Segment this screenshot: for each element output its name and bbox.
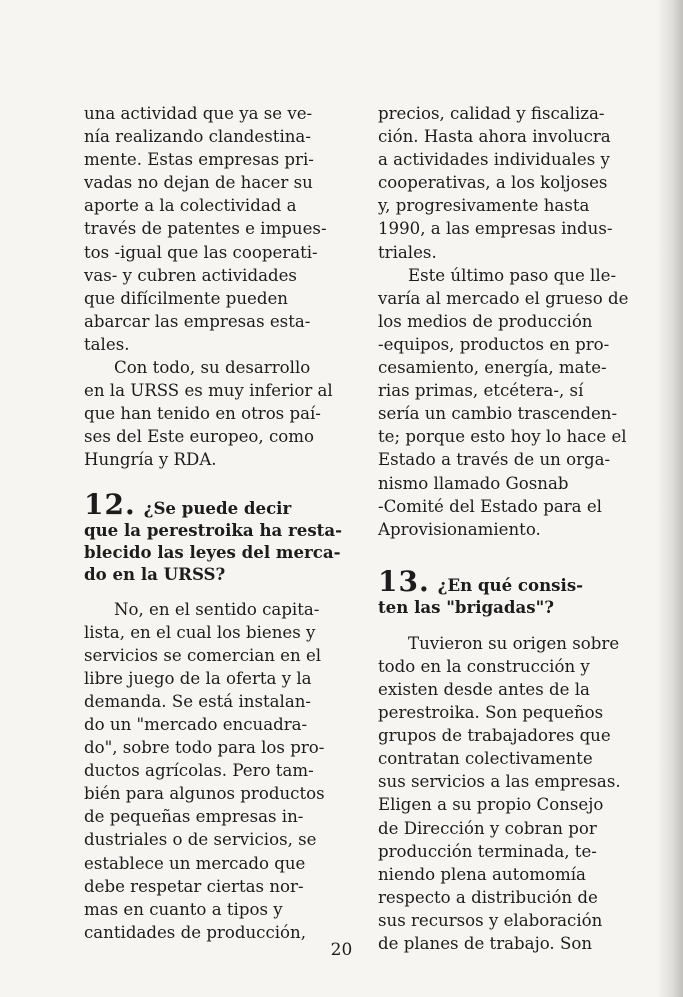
question-text-line: ten las "brigadas"? xyxy=(378,596,554,617)
text-line: contratan colectivamente xyxy=(378,749,593,769)
text-line: nismo llamado Gosnab xyxy=(378,473,569,493)
text-line: ductos agrícolas. Pero tam- xyxy=(84,761,314,781)
text-line: de pequeñas empresas in- xyxy=(84,807,304,827)
text-line: rias primas, etcétera-, sí xyxy=(378,381,584,401)
text-line: do", sobre todo para los pro- xyxy=(84,738,325,758)
text-line: 1990, a las empresas indus- xyxy=(378,219,613,239)
text-line: los medios de producción xyxy=(378,311,593,331)
text-line: grupos de trabajadores que xyxy=(378,726,611,746)
text-line: producción terminada, te- xyxy=(378,841,597,861)
text-line: nía realizando clandestina- xyxy=(84,127,311,147)
question-13-heading xyxy=(378,564,650,618)
question-text-line: que la perestroika ha resta- xyxy=(84,519,342,540)
text-line: cooperativas, a los koljoses xyxy=(378,173,608,193)
paragraph xyxy=(378,632,650,955)
text-line: bién para algunos productos xyxy=(84,784,325,804)
text-line: que difícilmente pueden xyxy=(84,288,288,308)
paragraph xyxy=(378,102,650,264)
text-line: mas en cuanto a tipos y xyxy=(84,899,283,919)
text-line: en la URSS es muy inferior al xyxy=(84,381,333,401)
text-line: niendo plena automomía xyxy=(378,864,586,884)
text-line: demanda. Se está instalan- xyxy=(84,691,312,711)
paragraph xyxy=(84,356,359,471)
paragraph xyxy=(84,598,359,944)
paragraph xyxy=(84,102,359,356)
text-line: ses del Este europeo, como xyxy=(84,427,314,447)
text-line: Eligen a su propio Consejo xyxy=(378,795,604,815)
text-line: respecto a distribución de xyxy=(378,887,598,907)
text-line: Aprovisionamiento. xyxy=(378,519,541,539)
text-line: una actividad que ya se ve- xyxy=(84,104,313,123)
text-line: sus recursos y elaboración xyxy=(378,910,603,930)
text-line: Hungría y RDA. xyxy=(84,450,217,470)
text-line: debe respetar ciertas nor- xyxy=(84,876,304,896)
text-line: te; porque esto hoy lo hace el xyxy=(378,427,627,447)
question-12-heading xyxy=(84,487,359,585)
text-line: No, en el sentido capita- xyxy=(114,599,320,619)
question-text-first-line: ¿Se puede decir xyxy=(143,497,292,518)
text-line: triales. xyxy=(378,242,437,262)
text-line: vas- y cubren actividades xyxy=(84,265,297,285)
text-line: que han tenido en otros paí- xyxy=(84,404,321,424)
text-line: y, progresivamente hasta xyxy=(378,196,590,216)
page-edge-shadow xyxy=(657,0,683,997)
text-line: tos -igual que las cooperati- xyxy=(84,242,318,262)
text-line: servicios se comercian en el xyxy=(84,645,322,665)
text-line: través de patentes e impues- xyxy=(84,219,327,239)
text-line: do un "mercado encuadra- xyxy=(84,714,308,734)
question-text-first-line: ¿En qué consis- xyxy=(437,574,584,595)
question-number: 12. xyxy=(84,487,136,521)
text-line: Con todo, su desarrollo xyxy=(114,358,311,378)
right-column xyxy=(378,102,650,955)
text-line: sus servicios a las empresas. xyxy=(378,772,621,792)
text-line: de Dirección y cobran por xyxy=(378,818,597,838)
text-line: mente. Estas empresas pri- xyxy=(84,150,314,170)
text-line: cesamiento, energía, mate- xyxy=(378,358,607,378)
text-line: cantidades de producción, xyxy=(84,922,307,942)
text-line: a actividades individuales y xyxy=(378,150,610,170)
text-line: tales. xyxy=(84,334,130,354)
text-line: perestroika. Son pequeños xyxy=(378,703,604,723)
text-line: abarcar las empresas esta- xyxy=(84,311,311,331)
text-line: -equipos, productos en pro- xyxy=(378,334,610,354)
text-line: Este último paso que lle- xyxy=(408,265,617,285)
left-column xyxy=(84,102,359,944)
text-line: dustriales o de servicios, se xyxy=(84,830,317,850)
text-line: precios, calidad y fiscaliza- xyxy=(378,104,605,123)
page-number: 20 xyxy=(330,940,353,960)
text-line: de planes de trabajo. Son xyxy=(378,934,593,953)
text-line: establece un mercado que xyxy=(84,853,306,873)
text-line: Estado a través de un orga- xyxy=(378,450,611,470)
text-line: lista, en el cual los bienes y xyxy=(84,622,316,642)
paragraph xyxy=(378,264,650,541)
text-line: varía al mercado el grueso de xyxy=(378,288,629,308)
question-number: 13. xyxy=(378,564,430,598)
text-line: Tuvieron su origen sobre xyxy=(408,633,620,653)
text-line: -Comité del Estado para el xyxy=(378,496,602,516)
question-text-line: blecido las leyes del merca- xyxy=(84,541,341,562)
text-line: sería un cambio trascenden- xyxy=(378,404,618,424)
text-line: libre juego de la oferta y la xyxy=(84,668,312,688)
text-line: existen desde antes de la xyxy=(378,679,590,699)
text-line: ción. Hasta ahora involucra xyxy=(378,127,611,147)
question-text-line: do en la URSS? xyxy=(84,563,226,584)
text-line: todo en la construcción y xyxy=(378,656,590,676)
text-line: aporte a la colectividad a xyxy=(84,196,297,216)
text-line: vadas no dejan de hacer su xyxy=(84,173,313,193)
